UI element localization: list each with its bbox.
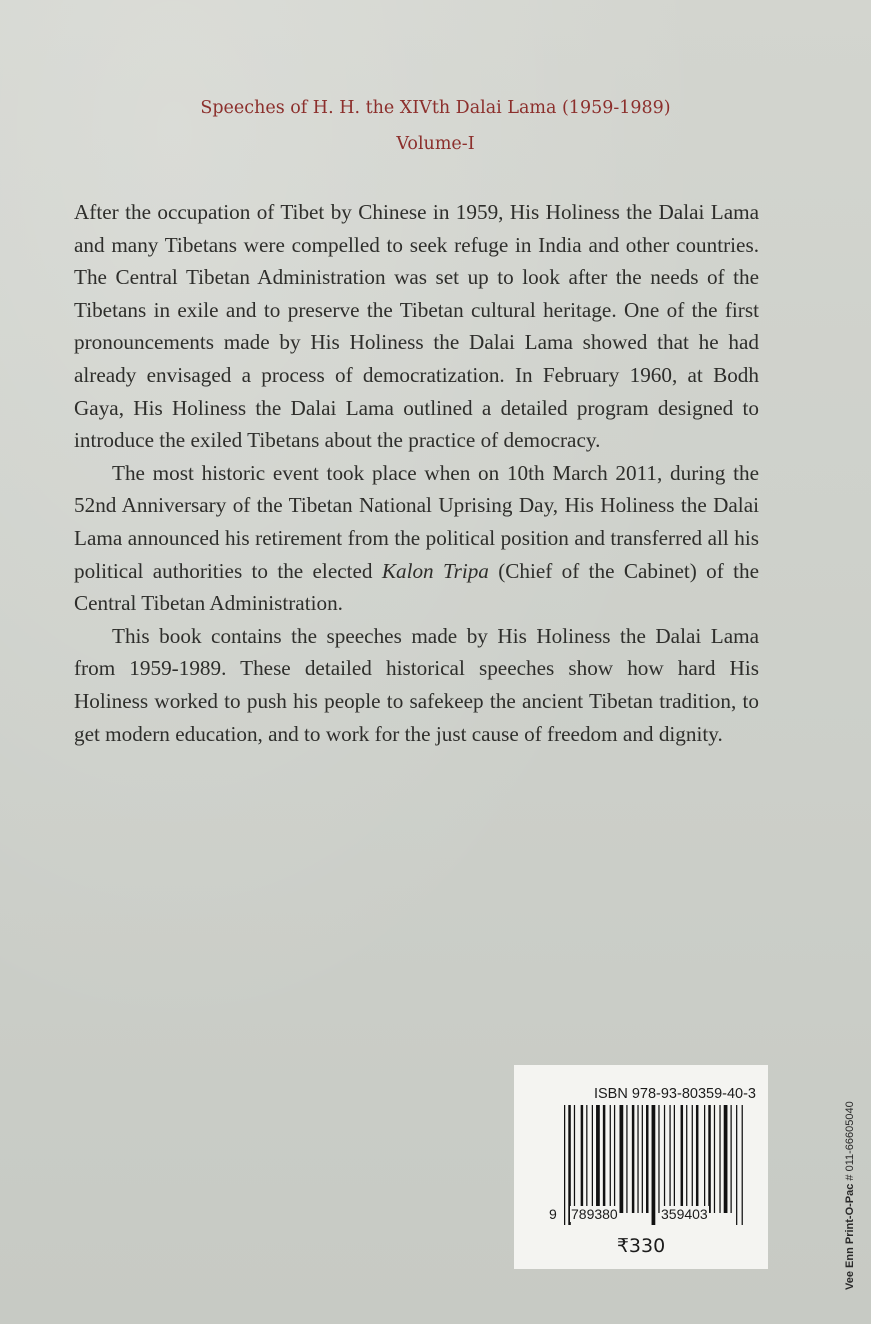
barcode-bar (581, 1105, 584, 1213)
barcode-bar (714, 1105, 715, 1213)
blurb-text (74, 196, 759, 750)
barcode-bar (646, 1105, 649, 1213)
barcode-bar (637, 1105, 638, 1213)
book-title-block (0, 90, 871, 162)
barcode-bar (626, 1105, 627, 1213)
barcode-right-digits: 359403 (661, 1206, 708, 1222)
barcode-bar (669, 1105, 670, 1213)
barcode-bar (681, 1105, 684, 1213)
barcode-bar (574, 1105, 575, 1213)
barcode-bar (586, 1105, 587, 1213)
barcode-bar (658, 1105, 659, 1213)
barcode-bar (614, 1105, 615, 1213)
blurb-paragraph-2 (74, 457, 759, 620)
barcode-bar (674, 1105, 675, 1213)
book-title: Speeches of H. H. the XIVth Dalai Lama (1959-1989) (200, 98, 671, 118)
printer-phone: # 011-66605040 (844, 1101, 856, 1184)
barcode-bar (724, 1105, 728, 1213)
barcode-bar (642, 1105, 643, 1213)
blurb-paragraph-2-end: (Chief of the Cabinet) of the Central Tibetan Administration. (74, 558, 760, 616)
barcode-bar (596, 1105, 600, 1213)
barcode-bar (692, 1105, 693, 1213)
barcode-bar (719, 1105, 720, 1213)
blurb-paragraph-1: After the occupation of Tibet by Chinese in 1959, His Holiness the Dalai Lama and many Tibetans were compelled to seek refuge in India and other countries. The Central Tibetan Administration was set up to look after the needs of the Tibetans in exile and to preserve the Tibetan cultural heritage. One of the first pronouncements made by His Holiness the Dalai Lama showed that he had already envisaged a process of democratization. In February 1960, at Bodh Gaya, His Holiness the Dalai Lama outlined a detailed program designed to introduce the exiled Tibetans about the practice of democracy. (74, 200, 759, 453)
barcode-bar (620, 1105, 624, 1213)
barcode-bar (731, 1105, 732, 1213)
barcode-bar (664, 1105, 665, 1213)
blurb-paragraph-2-start: The most historic event took place when on 10th March 2011, during the 52nd Anniversary of the Tibetan National Uprising Day, His Holiness the Dalai Lama announced his retirement from the political position and transferred all his political authorities to the elected (74, 460, 759, 583)
volume-label: Volume-I (396, 134, 475, 154)
printer-name: Vee Enn Print-O-Pac (844, 1183, 856, 1290)
barcode-bar (632, 1105, 635, 1213)
barcode-bar (592, 1105, 593, 1213)
barcode-bar (696, 1105, 699, 1213)
barcode-left-digits: 789380 (571, 1206, 618, 1222)
blurb-paragraph-3: This book contains the speeches made by His Holiness the Dalai Lama from 1959-1989. These detailed historical speeches show how hard His Holiness worked to push his people to safekeep the ancient Tibetan tradition, to get modern education, and to work for the just cause of freedom and dignity. (74, 623, 759, 746)
barcode-bar (708, 1105, 711, 1213)
barcode-label (514, 1065, 768, 1269)
barcode-lead-digit: 9 (549, 1206, 557, 1222)
kalon-tripa-term: Kalon Tripa (381, 558, 489, 583)
isbn-text: ISBN 978-93-80359-40-3 (593, 1086, 756, 1102)
barcode-digits (548, 1206, 748, 1226)
barcode-bar (603, 1105, 606, 1213)
price-tag: ₹330 (616, 1235, 666, 1257)
barcode-bar (704, 1105, 705, 1213)
printer-imprint (844, 1101, 856, 1290)
barcode-bar (686, 1105, 687, 1213)
barcode-bar (610, 1105, 611, 1213)
